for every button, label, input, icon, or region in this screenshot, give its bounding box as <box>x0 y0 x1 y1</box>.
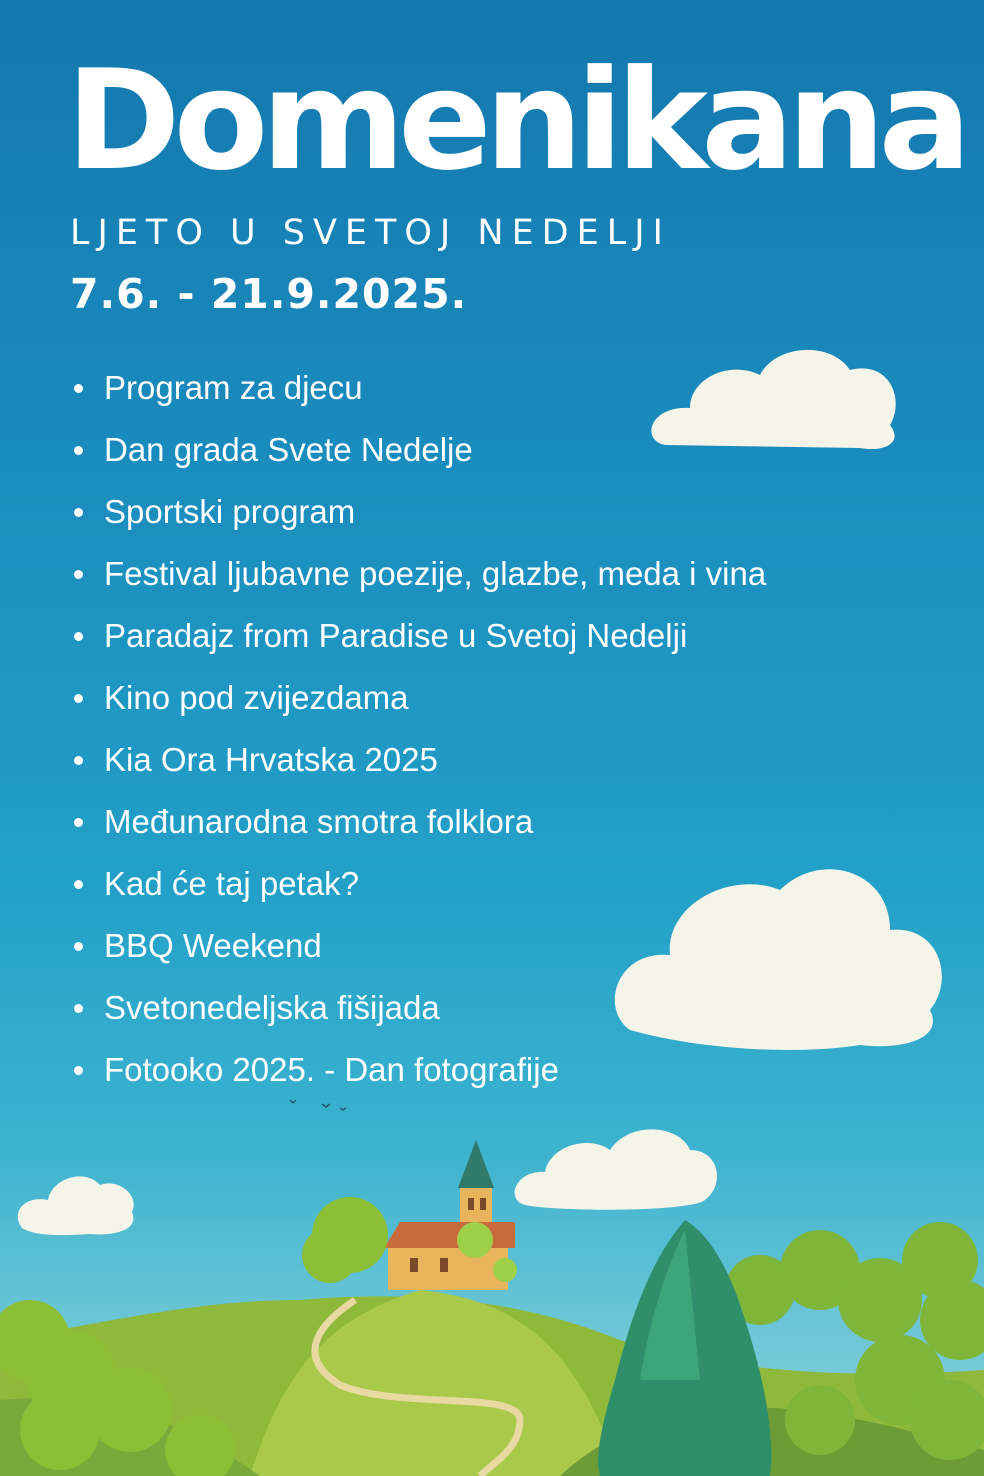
poster-subtitle: LJETO U SVETOJ NEDELJI <box>70 213 671 253</box>
event-item: Program za djecu <box>70 366 766 428</box>
cloud-icon <box>515 1129 717 1209</box>
event-item: Sportski program <box>70 490 766 552</box>
event-item: Fotooko 2025. - Dan fotografije <box>70 1048 766 1110</box>
church-icon <box>384 1140 515 1290</box>
event-item: BBQ Weekend <box>70 924 766 986</box>
event-item: Festival ljubavne poezije, glazbe, meda i vina <box>70 552 766 614</box>
event-list <box>70 366 766 1110</box>
event-item: Svetonedeljska fišijada <box>70 986 766 1048</box>
event-item: Kad će taj petak? <box>70 862 766 924</box>
tree-icon <box>598 1220 771 1476</box>
poster-title: Domenikana <box>66 40 965 201</box>
cloud-icon <box>18 1176 134 1235</box>
poster-dates: 7.6. - 21.9.2025. <box>70 270 468 318</box>
event-item: Dan grada Svete Nedelje <box>70 428 766 490</box>
event-item: Paradajz from Paradise u Svetoj Nedelji <box>70 614 766 676</box>
event-item: Kino pod zvijezdama <box>70 676 766 738</box>
event-item: Kia Ora Hrvatska 2025 <box>70 738 766 800</box>
event-item: Međunarodna smotra folklora <box>70 800 766 862</box>
